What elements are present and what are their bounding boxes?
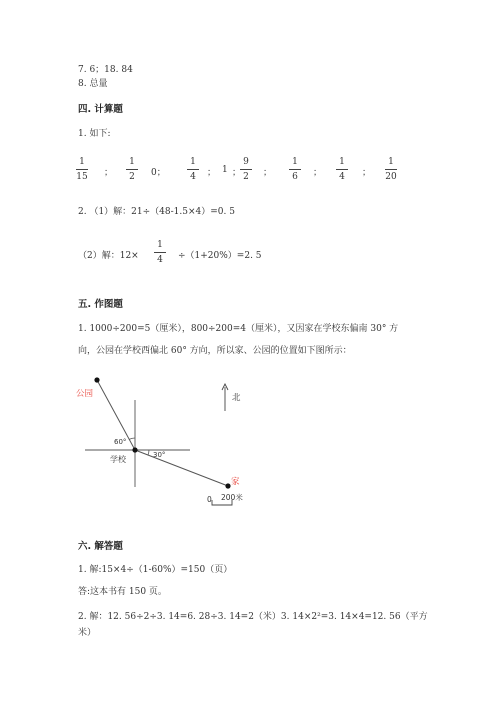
home-label: 家 [231,477,240,487]
denominator: 4 [339,172,345,182]
angle30-label: 30° [153,451,166,459]
angle60-label: 60° [114,438,127,446]
s6-q1-line2: 答:这本书有 150 页。 [78,587,167,597]
school-label: 学校 [110,455,126,464]
north-label: 北 [232,393,241,403]
numerator: 1 [129,157,135,167]
section5-line2: 向，公园在学校西偏北 60° 方向，所以家、公园的位置如下图所示： [78,346,352,356]
s6-q2-line1: 2. 解：12. 56÷2÷3. 14=6. 28÷3. 14=2（米）3. 14×2²=3. 14×4=12. 56（平方 [78,612,428,622]
separator: ； [362,168,372,178]
numerator: 1 [157,240,163,250]
numerator: 1 [292,157,298,167]
park-label: 公园 [76,389,94,399]
numerator: 1 [190,157,196,167]
separator: ； [313,168,323,178]
answer-8: 8. 总量 [78,79,108,89]
q2-part2-prefix: （2）解：12× [78,251,139,261]
separator: ； [263,168,273,178]
one-value: 1 [222,165,228,175]
denominator: 6 [292,172,298,182]
numerator: 9 [243,157,249,167]
denominator: 2 [243,172,249,182]
s6-q1-line1: 1. 解:15×4÷（1-60%）=150（页） [78,565,233,575]
section-heading-5: 五. 作图题 [78,299,123,310]
q2-part1: 2. （1）解：21÷（48-1.5×4）=0. 5 [78,207,235,217]
scale-label: 200米 [221,493,243,502]
q1-label: 1. 如下: [78,129,111,139]
numerator: 1 [79,157,85,167]
section-heading-4: 四. 计算题 [78,104,123,115]
answer-7: 7. 6；18. 84 [78,65,133,75]
section5-line1: 1. 1000÷200=5（厘米），800÷200=4（厘米），又因家在学校东偏南 30° 方 [78,324,399,334]
denominator: 4 [190,172,196,182]
q2-part2-suffix: ÷（1+20%）=2. 5 [178,251,262,261]
numerator: 1 [339,157,345,167]
park-point [94,377,99,382]
home-point [225,483,230,488]
numerator: 1 [388,157,394,167]
section-heading-6: 六. 解答题 [78,541,123,552]
separator: ； [104,168,114,178]
school-point [132,447,137,452]
angle60-arc [129,438,135,440]
angle30-arc [148,450,149,455]
line-to-home [135,450,228,486]
scale-zero: 0 [207,495,212,504]
separator: ； [207,168,217,178]
denominator: 4 [157,255,163,265]
denominator: 15 [76,172,88,182]
denominator: 2 [129,172,135,182]
denominator: 20 [385,172,397,182]
separator: ； [232,168,242,178]
s6-q2-line2: 米） [78,628,97,638]
zero-value: 0； [151,168,166,178]
